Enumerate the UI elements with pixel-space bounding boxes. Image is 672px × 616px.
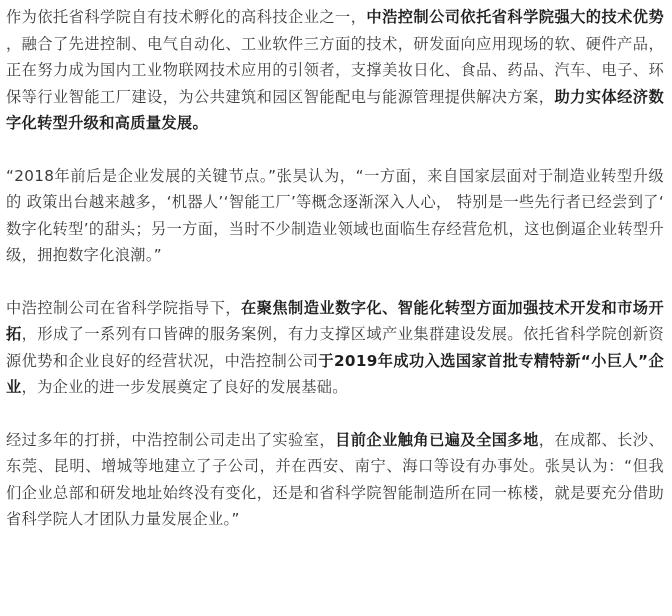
text-segment: ，融合了先进控制、电气自动化、工业软件三方面的技术，研发面向应用现场的软、硬件产品，正在努力成为国内工业物联网技术应用的引领者，支撑美妆日化、食品、药品、汽车、电子、环保等行业智能工厂建设，为公共建筑和园区智能配电与能源管理提供解决方案， — [6, 34, 664, 106]
text-segment: ，为企业的进一步发展奠定了良好的发展基础。 — [21, 378, 348, 396]
bold-highlight: 在聚焦制造业数字化、智能化转型方面加强技术开发和市场开拓 — [6, 298, 664, 343]
text-segment: 经过多年的打拼，中浩控制公司走出了实验室， — [6, 430, 336, 449]
text-segment: 中浩控制公司在省科学院指导下， — [6, 298, 242, 317]
bold-highlight: 目前企业触角已遍及全国多地 — [335, 430, 539, 449]
bold-highlight: 中浩控制公司依托省科学院强大的技术优势 — [366, 8, 664, 26]
paragraph-company-intro — [6, 4, 664, 137]
paragraph-quote-2018 — [6, 163, 664, 269]
text-segment: 作为依托省科学院自有技术孵化的高科技企业之一， — [6, 8, 367, 26]
text-segment: ，形成了一系列有口皆碑的服务案例，有力支撑区域产业集群建设发展。依托省科学院创新资源优势和企业良好的经营状况，中浩控制公司 — [6, 325, 664, 370]
text-segment: “2018年前后是企业发展的关键节点。”张昊认为，“一方面，来自国家层面对于制造业转型升级的 政策出台越来越多，‘机器人’‘智能工厂’等概念逐渐深入人心， 特别是一些先行者已经尝到了‘数字化转型’的甜头；另一方面，当时不少制造业领域也面临生存经营危机，这也倒逼企业转型升级，拥抱数字化浪潮。” — [6, 166, 664, 264]
bold-highlight: 助力实体经济数字化转型升级和高质量发展。 — [6, 87, 665, 132]
bold-highlight: 于2019年成功入选国家首批专精特新“小巨人”企业 — [6, 351, 665, 396]
paragraph-development — [6, 295, 664, 401]
text-segment: ，在成都、长沙、东莞、昆明、增城等地建立了子公司，并在西安、南宁、海口等设有办事处。张昊认为：“但我们企业总部和研发地址始终没有变化，还是和省科学院智能制造所在同一栋楼，就是要充分借助省科学院人才团队力量发展企业。” — [6, 430, 664, 528]
paragraph-expansion — [6, 427, 664, 533]
